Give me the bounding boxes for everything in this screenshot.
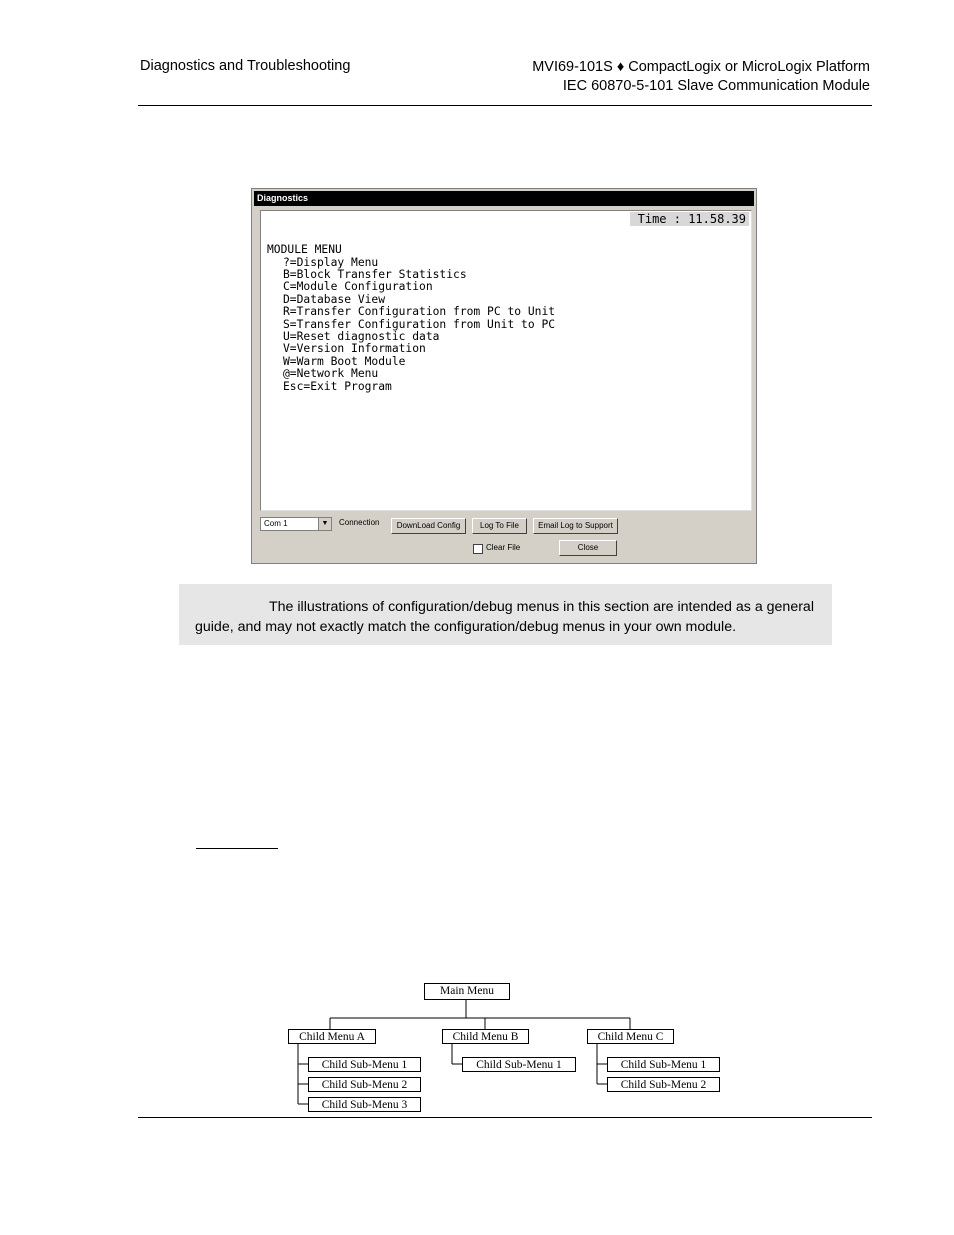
tree-c-sub-1: Child Sub-Menu 1 [607, 1057, 720, 1072]
menu-item: Esc=Exit Program [283, 379, 392, 393]
tree-child-menu-c: Child Menu C [587, 1029, 674, 1044]
window-title-bar: Diagnostics [254, 191, 754, 206]
tree-child-menu-a: Child Menu A [288, 1029, 376, 1044]
download-config-button[interactable]: DownLoad Config [391, 518, 466, 534]
header-product-line1: MVI69-101S ♦ CompactLogix or MicroLogix Platform [532, 59, 870, 75]
clear-file-label: Clear File [486, 543, 521, 552]
menu-item: S=Transfer Configuration from Unit to PC [283, 317, 556, 331]
tree-a-sub-2: Child Sub-Menu 2 [308, 1077, 421, 1092]
menu-item: @=Network Menu [283, 367, 379, 381]
com-port-value: Com 1 [264, 519, 288, 528]
chevron-down-icon[interactable]: ▼ [318, 518, 331, 530]
menu-item: U=Reset diagnostic data [283, 329, 440, 343]
tree-a-sub-3: Child Sub-Menu 3 [308, 1097, 421, 1112]
header-product-title [532, 58, 870, 96]
log-to-file-button[interactable]: Log To File [472, 518, 527, 534]
header-section-title: Diagnostics and Troubleshooting [140, 58, 351, 74]
note-text: The illustrations of configuration/debug menus in this section are intended as a general guide, and may not exactly match the configuration/debug menus in your own module. [195, 599, 814, 635]
menu-item: B=Block Transfer Statistics [283, 267, 467, 281]
menu-item: ?=Display Menu [283, 255, 379, 269]
tree-a-sub-1: Child Sub-Menu 1 [308, 1057, 421, 1072]
menu-item: V=Version Information [283, 342, 426, 356]
menu-item: R=Transfer Configuration from PC to Unit [283, 305, 556, 319]
tree-c-sub-2: Child Sub-Menu 2 [607, 1077, 720, 1092]
footer-rule [138, 1117, 872, 1118]
header-product-line2: IEC 60870-5-101 Slave Communication Module [562, 78, 870, 94]
menu-title: MODULE MENU [267, 243, 342, 256]
section-underline [196, 848, 278, 849]
clear-file-checkbox[interactable] [473, 544, 483, 554]
close-button[interactable]: Close [559, 540, 617, 556]
connection-label: Connection [339, 518, 380, 527]
menu-item: D=Database View [283, 292, 386, 306]
tree-b-sub-1: Child Sub-Menu 1 [462, 1057, 576, 1072]
menu-item: C=Module Configuration [283, 280, 433, 294]
menu-item: W=Warm Boot Module [283, 354, 406, 368]
tree-child-menu-b: Child Menu B [442, 1029, 529, 1044]
diagnostics-window [251, 188, 757, 564]
menu-item-list [283, 257, 555, 393]
com-port-select[interactable] [260, 517, 332, 531]
time-readout: Time : 11.58.39 [630, 212, 749, 226]
terminal-output [260, 210, 752, 511]
email-log-button[interactable]: Email Log to Support [533, 518, 618, 534]
tree-main-menu: Main Menu [424, 983, 510, 1000]
note-box [179, 584, 832, 645]
header-rule [138, 105, 872, 106]
